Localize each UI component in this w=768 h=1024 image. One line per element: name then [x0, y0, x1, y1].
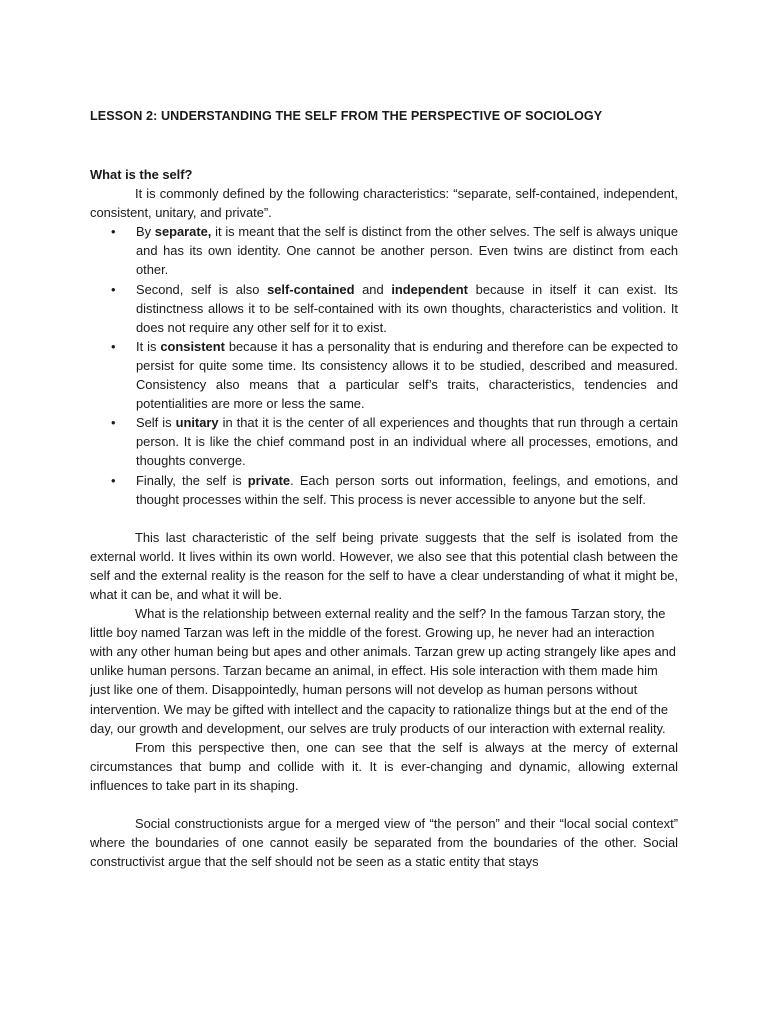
list-item-unitary	[136, 413, 678, 470]
list-text: it is meant that the self is distinct from the other selves. The self is always unique and has its own identity. One cannot be another person. Even twins are distinct from each other.	[136, 224, 678, 278]
list-text: . Each person sorts out information, feelings, and emotions, and thought processes within the self. This process is never accessible to anyone but the self.	[136, 472, 678, 507]
list-term: separate,	[154, 224, 212, 240]
list-text: because in itself it can exist. Its distinctness allows it to be self-contained with its own thoughts, characteristics and volition. It does not require any other self for it to exist.	[136, 281, 678, 335]
list-text: By	[136, 224, 155, 240]
list-text: It is	[136, 338, 161, 354]
list-text: and	[354, 281, 392, 297]
document-body	[90, 165, 678, 871]
document-page	[90, 0, 678, 1024]
body-paragraph: From this perspective then, one can see that the self is always at the mercy of external circumstances that bump and collide with it. It is ever-changing and dynamic, allowing external influences to take part in its shaping.	[90, 739, 678, 793]
body-paragraph: What is the relationship between external reality and the self? In the famous Tarzan story, the little boy named Tarzan was left in the middle of the forest. Growing up, he never had an interaction with any other human being but apes and other animals. Tarzan grew up acting strangely like apes and unlike human persons. Tarzan became an animal, in effect. His sole interaction with them made him just like one of them. Disappointedly, human persons will not develop as human persons without intervention. We may be gifted with intellect and the capacity to rationalize things but at the end of the day, our growth and development, our selves are truly products of our interaction with external reality.	[90, 606, 676, 736]
intro-paragraph: It is commonly defined by the following characteristics: “separate, self-contained, independent, consistent, unitary, and private”.	[90, 186, 678, 221]
list-term: consistent	[160, 338, 225, 354]
list-text: Self is	[136, 415, 176, 431]
list-term: independent	[391, 281, 468, 297]
list-text: because it has a personality that is enduring and therefore can be expected to persist for quite some time. Its consistency allows it to be studied, described and measured. Consistency also means that a particular self’s traits, characteristics, tendencies and potentialities are more or less the same.	[136, 338, 678, 412]
list-text: in that it is the center of all experiences and thoughts that run through a certain person. It is like the chief command post in an individual where all processes, emotions, and thoughts converge.	[136, 415, 678, 469]
body-paragraph: This last characteristic of the self being private suggests that the self is isolated from the external world. It lives within its own world. However, we also see that this potential clash between the self and the external reality is the reason for the self to have a clear understanding of what it might be, what it can be, and what it will be.	[90, 529, 678, 602]
lesson-title: LESSON 2: UNDERSTANDING THE SELF FROM THE PERSPECTIVE OF SOCIOLOGY	[90, 109, 603, 123]
list-item-consistent	[136, 337, 678, 413]
list-item-separate	[136, 222, 678, 279]
list-item-self-contained	[136, 280, 678, 337]
list-text: Finally, the self is	[136, 472, 248, 488]
list-item-private	[136, 471, 678, 509]
list-term: unitary	[175, 415, 219, 431]
list-text: Second, self is also	[136, 281, 268, 297]
body-paragraph: Social constructionists argue for a merged view of “the person” and their “local social context” where the boundaries of one cannot easily be separated from the boundaries of the other. Social constructivist argue that the self should not be seen as a static entity that stays	[90, 816, 678, 870]
list-term: private	[247, 472, 291, 488]
characteristics-list	[90, 222, 678, 508]
list-term: self-contained	[267, 281, 355, 297]
paragraph-gap	[90, 795, 678, 814]
section-heading: What is the self?	[90, 167, 193, 182]
paragraph-gap	[90, 509, 678, 528]
